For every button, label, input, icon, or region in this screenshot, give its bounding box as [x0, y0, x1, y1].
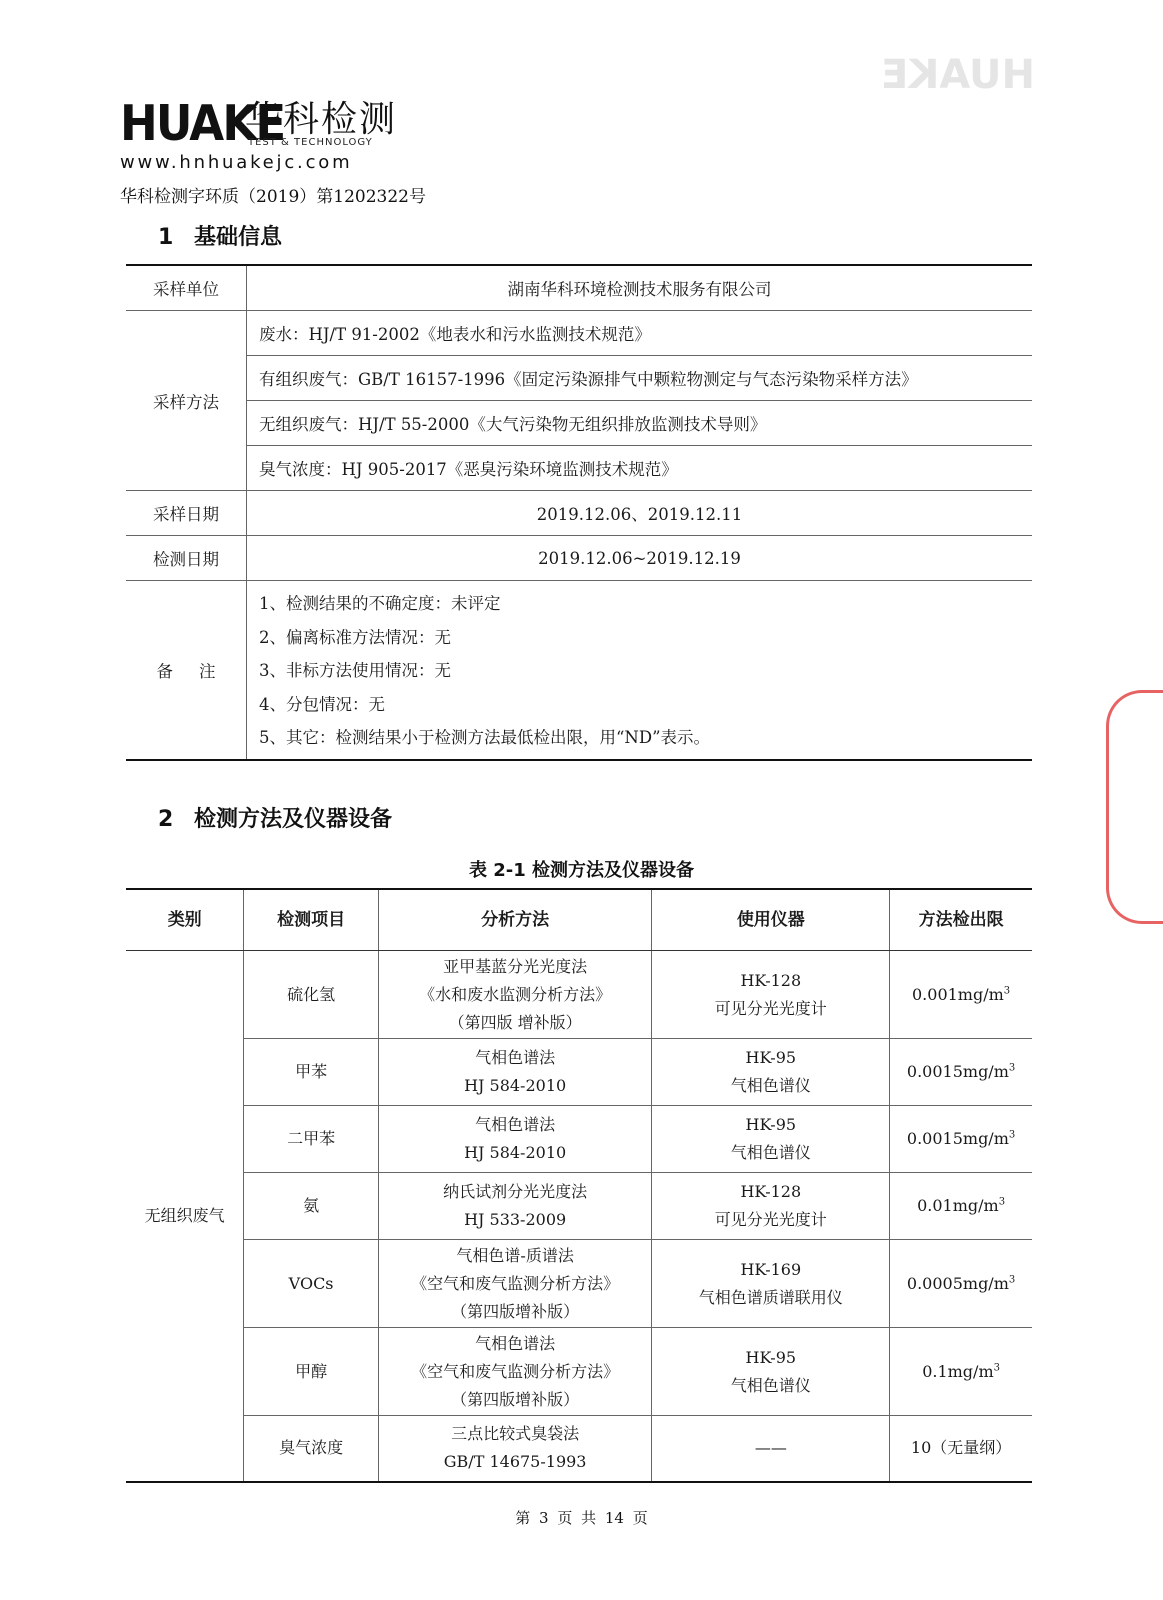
- row-sampling-method: [126, 311, 1032, 356]
- instrument-cell: [652, 1039, 890, 1106]
- logo-url: www.hnhuakejc.com: [120, 152, 353, 173]
- limit-cell: [890, 1173, 1032, 1240]
- remark-item: 3、非标方法使用情况：无: [259, 661, 451, 680]
- limit-value: 0.1mg/m: [922, 1361, 994, 1381]
- limit-value: 0.0015mg/m: [906, 1129, 1009, 1148]
- remark-item: 1、检测结果的不确定度：未评定: [259, 594, 501, 613]
- method-line: 亚甲基蓝分光光度法: [443, 956, 588, 976]
- sampling-method-fugitive-gas: 无组织废气：HJ/T 55-2000《大气污染物无组织排放监测技术导则》: [247, 401, 1033, 446]
- instrument-line: ——: [754, 1438, 787, 1458]
- limit-unit-exponent: 3: [1008, 1274, 1016, 1286]
- item-cell: 甲苯: [244, 1039, 378, 1106]
- instrument-cell: [652, 1173, 890, 1240]
- category-cell: 无组织废气: [126, 951, 244, 1482]
- logo-mark: HUAKE: [120, 95, 285, 152]
- instrument-line: 气相色谱仪: [730, 1076, 811, 1095]
- red-seal-fragment: [1106, 690, 1163, 924]
- method-line: 气相色谱法: [475, 1048, 556, 1067]
- header-category: 类别: [126, 889, 244, 951]
- method-cell: [378, 1173, 652, 1240]
- value-sampling-unit: 湖南华科环境检测技术服务有限公司: [247, 265, 1033, 311]
- label-sampling-date: 采样日期: [126, 491, 247, 536]
- instrument-line: 可见分光光度计: [714, 998, 827, 1018]
- section-1-title: [158, 220, 282, 251]
- item-cell: VOCs: [244, 1240, 378, 1328]
- methods-instruments-table: [126, 888, 1032, 1483]
- sampling-method-odor: 臭气浓度：HJ 905-2017《恶臭污染环境监测技术规范》: [247, 446, 1033, 491]
- limit-unit-exponent: 3: [1003, 985, 1011, 997]
- value-remarks: [247, 581, 1033, 760]
- method-line: 气相色谱法: [475, 1115, 556, 1134]
- row-sampling-date: [126, 491, 1032, 536]
- table-2-1-caption: 表 2-1 检测方法及仪器设备: [468, 860, 695, 881]
- remark-item: 2、偏离标准方法情况：无: [259, 627, 451, 647]
- instrument-line: 气相色谱仪: [730, 1375, 811, 1395]
- row-sampling-method-2: [126, 356, 1032, 401]
- method-line: 纳氏试剂分光光度法: [443, 1182, 588, 1201]
- method-line: HJ 584-2010: [464, 1076, 567, 1095]
- limit-value: 0.01mg/m: [917, 1196, 999, 1215]
- method-line: HJ 533-2009: [464, 1210, 567, 1229]
- limit-cell: [890, 951, 1032, 1039]
- method-cell: [378, 1106, 652, 1173]
- logo-chinese-name: 华科检测: [245, 99, 398, 140]
- section-2-number: 2: [158, 807, 174, 832]
- sampling-method-wastewater: 废水：HJ/T 91-2002《地表水和污水监测技术规范》: [247, 311, 1033, 356]
- header-method: 分析方法: [378, 889, 652, 951]
- header-item: 检测项目: [244, 889, 378, 951]
- basic-info-table: [126, 264, 1032, 761]
- instrument-line: HK-95: [745, 1347, 797, 1367]
- logo-tagline: TEST & TECHNOLOGY: [248, 137, 373, 148]
- method-line: 《空气和废气监测分析方法》: [411, 1273, 620, 1293]
- limit-value: 0.0015mg/m: [906, 1062, 1009, 1081]
- limit-cell: [890, 1328, 1032, 1416]
- item-cell: 硫化氢: [244, 951, 378, 1039]
- remark-item: 5、其它：检测结果小于检测方法最低检出限，用“ND”表示。: [259, 728, 711, 747]
- method-line: （第四版增补版）: [451, 1301, 580, 1321]
- method-line: HJ 584-2010: [464, 1143, 567, 1162]
- table-row: [126, 1240, 1032, 1328]
- limit-unit-exponent: 3: [998, 1196, 1006, 1208]
- value-sampling-date: 2019.12.06、2019.12.11: [247, 491, 1033, 536]
- method-cell: [378, 1328, 652, 1416]
- label-testing-date: 检测日期: [126, 536, 247, 581]
- limit-cell: [890, 1416, 1032, 1482]
- item-cell: 甲醇: [244, 1328, 378, 1416]
- item-cell: 二甲苯: [244, 1106, 378, 1173]
- instrument-line: 可见分光光度计: [714, 1210, 827, 1229]
- instrument-cell: [652, 1240, 890, 1328]
- method-cell: [378, 1240, 652, 1328]
- item-cell: 氨: [244, 1173, 378, 1240]
- table-row: [126, 1106, 1032, 1173]
- table-row: [126, 951, 1032, 1039]
- ghost-print-through: HUAKE: [880, 52, 1035, 98]
- row-remarks: [126, 581, 1032, 760]
- method-cell: [378, 1416, 652, 1482]
- limit-value: 0.001mg/m: [912, 984, 1004, 1004]
- instrument-line: 气相色谱质谱联用仪: [698, 1287, 843, 1307]
- label-remarks-text: 备注: [156, 661, 242, 681]
- method-line: （第四版 增补版）: [448, 1012, 582, 1032]
- sampling-method-organized-gas: 有组织废气：GB/T 16157-1996《固定污染源排气中颗粒物测定与气态污染物采样方法》: [247, 356, 1033, 401]
- value-testing-date: 2019.12.06~2019.12.19: [247, 536, 1033, 581]
- limit-cell: [890, 1106, 1032, 1173]
- instrument-cell: [652, 1416, 890, 1482]
- page-footer: 第 3 页 共 14 页: [515, 1509, 648, 1527]
- method-cell: [378, 1039, 652, 1106]
- label-sampling-unit: 采样单位: [126, 265, 247, 311]
- table-header-row: [126, 889, 1032, 951]
- section-1-number: 1: [158, 225, 174, 250]
- section-2-title: [158, 802, 392, 833]
- limit-cell: [890, 1039, 1032, 1106]
- table-row: [126, 1173, 1032, 1240]
- remark-item: 4、分包情况：无: [259, 694, 385, 714]
- label-sampling-method: 采样方法: [126, 311, 247, 491]
- table-row: [126, 1328, 1032, 1416]
- report-number: 华科检测字环质（2019）第1202322号: [120, 187, 426, 207]
- method-line: GB/T 14675-1993: [443, 1452, 587, 1472]
- limit-unit-exponent: 3: [993, 1362, 1000, 1374]
- limit-cell: [890, 1240, 1032, 1328]
- method-line: 《水和废水监测分析方法》: [419, 984, 612, 1004]
- instrument-line: HK-128: [740, 1182, 802, 1201]
- instrument-line: HK-95: [745, 1115, 797, 1134]
- row-sampling-method-3: [126, 401, 1032, 446]
- limit-unit-exponent: 3: [1008, 1062, 1016, 1074]
- instrument-line: HK-95: [745, 1048, 797, 1067]
- instrument-cell: [652, 1328, 890, 1416]
- instrument-line: HK-128: [740, 970, 802, 990]
- row-sampling-unit: [126, 265, 1032, 311]
- item-cell: 臭气浓度: [244, 1416, 378, 1482]
- limit-unit-exponent: 3: [1008, 1129, 1016, 1141]
- method-line: 气相色谱法: [475, 1333, 556, 1353]
- instrument-line: 气相色谱仪: [730, 1143, 811, 1162]
- header-detection-limit: 方法检出限: [890, 889, 1032, 951]
- row-sampling-method-4: [126, 446, 1032, 491]
- header-instrument: 使用仪器: [652, 889, 890, 951]
- method-line: 气相色谱-质谱法: [456, 1245, 574, 1265]
- limit-value: 0.0005mg/m: [906, 1273, 1009, 1293]
- table-row: [126, 1416, 1032, 1482]
- table-row: [126, 1039, 1032, 1106]
- label-remarks: [126, 581, 247, 760]
- instrument-cell: [652, 951, 890, 1039]
- instrument-line: HK-169: [740, 1259, 802, 1279]
- limit-value: 10（无量纲）: [910, 1438, 1012, 1458]
- method-line: 三点比较式臭袋法: [451, 1424, 580, 1444]
- method-line: （第四版增补版）: [451, 1389, 580, 1409]
- instrument-cell: [652, 1106, 890, 1173]
- section-2-heading: 检测方法及仪器设备: [194, 807, 393, 832]
- row-testing-date: [126, 536, 1032, 581]
- method-line: 《空气和废气监测分析方法》: [411, 1361, 620, 1381]
- company-logo: [120, 95, 420, 174]
- section-1-heading: 基础信息: [194, 225, 283, 250]
- method-cell: [378, 951, 652, 1039]
